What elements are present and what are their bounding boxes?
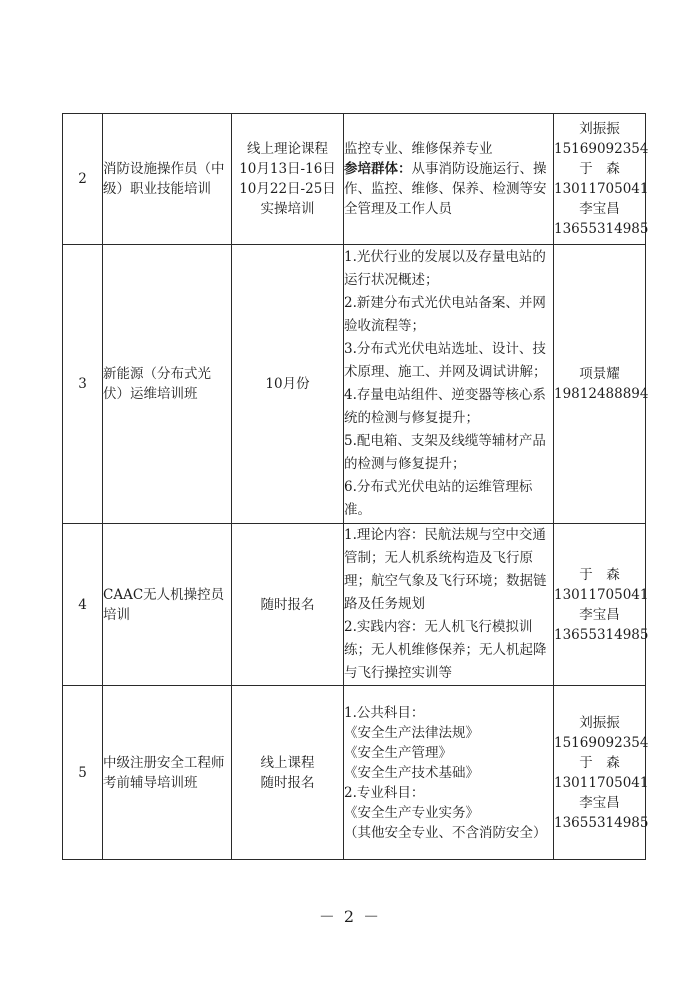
audience-label: 参培群体：	[344, 161, 412, 177]
contact-name: 刘振振	[579, 121, 620, 137]
content-item: 5.配电箱、支架及线缆等辅材产品的检测与修复提升；	[344, 433, 546, 472]
contact-name: 于 森	[579, 161, 620, 177]
content-item: 1.理论内容：民航法规与空中交通管制；无人机系统构造及飞行原理；航空气象及飞行环境；数据链路及任务规划	[344, 527, 547, 612]
content-line: 监控专业、维修保养专业	[344, 141, 493, 157]
contact-name: 于 森	[579, 566, 620, 583]
training-table	[62, 113, 649, 860]
contact-phone: 15169092354	[554, 734, 649, 751]
contact-name: 李宝昌	[579, 794, 620, 811]
content-line: 《安全生产技术基础》	[344, 764, 479, 781]
content-line: 《安全生产管理》	[344, 744, 452, 761]
audience-text: 从事消防设施运行、操作、监控、维修、保养、检测等安全管理及工作人员	[344, 161, 547, 217]
content-line: 《安全生产法律法规》	[344, 724, 479, 741]
schedule-cell	[232, 524, 344, 686]
table-row	[63, 524, 646, 686]
schedule-line: 10月份	[265, 376, 310, 392]
schedule-cell	[232, 245, 344, 524]
contact-phone: 13011705041	[554, 181, 649, 197]
content-line: 1.公共科目：	[344, 704, 425, 721]
content-cell	[344, 524, 554, 686]
page-number: － 2 －	[318, 907, 382, 926]
course-name: CAAC无人机操控员培训	[103, 524, 232, 686]
contact-phone: 19812488894	[554, 386, 649, 402]
content-item: 6.分布式光伏电站的运维管理标准。	[344, 479, 533, 518]
contact-phone: 13655314985	[554, 221, 649, 237]
schedule-line: 10月22日-25日	[239, 181, 336, 197]
table-row	[63, 686, 646, 860]
schedule-line: 线上理论课程	[247, 141, 328, 157]
table-row	[63, 114, 646, 245]
contact-phone: 15169092354	[554, 141, 649, 157]
table-row	[63, 245, 646, 524]
course-name: 消防设施操作员（中级）职业技能培训	[103, 114, 232, 245]
contact-cell	[554, 524, 649, 686]
contact-name: 李宝昌	[579, 201, 620, 217]
schedule-line: 随时报名	[260, 774, 315, 791]
course-name: 中级注册安全工程师考前辅导培训班	[103, 686, 232, 860]
row-number: 3	[63, 245, 103, 524]
content-item: 1.光伏行业的发展以及存量电站的运行状况概述；	[344, 249, 546, 288]
contact-cell	[554, 245, 649, 524]
schedule-line: 实操培训	[260, 201, 315, 217]
contact-phone: 13011705041	[554, 586, 649, 603]
contact-phone: 13011705041	[554, 774, 649, 791]
course-name: 新能源（分布式光伏）运维培训班	[103, 245, 232, 524]
schedule-line: 随时报名	[260, 596, 315, 613]
content-cell	[344, 114, 554, 245]
content-line: 2.专业科目：	[344, 784, 425, 801]
contact-cell	[554, 686, 649, 860]
contact-name: 项景耀	[579, 366, 620, 382]
content-item: 2.实践内容：无人机飞行模拟训练；无人机维修保养；无人机起降与飞行操控实训等	[344, 619, 547, 681]
schedule-line: 10月13日-16日	[239, 161, 336, 177]
row-number: 5	[63, 686, 103, 860]
content-line: 《安全生产专业实务》	[344, 804, 479, 821]
content-item: 4.存量电站组件、逆变器等核心系统的检测与修复提升；	[344, 387, 546, 426]
content-cell	[344, 686, 554, 860]
contact-phone: 13655314985	[554, 626, 649, 643]
contact-phone: 13655314985	[554, 814, 649, 831]
content-cell	[344, 245, 554, 524]
content-item: 3.分布式光伏电站选址、设计、技术原理、施工、并网及调试讲解；	[344, 341, 547, 380]
schedule-cell	[232, 686, 344, 860]
contact-name: 刘振振	[579, 714, 620, 731]
row-number: 4	[63, 524, 103, 686]
content-item: 2.新建分布式光伏电站备案、并网验收流程等；	[344, 295, 546, 334]
contact-cell	[554, 114, 649, 245]
contact-name: 李宝昌	[579, 606, 620, 623]
row-number: 2	[63, 114, 103, 245]
schedule-cell	[232, 114, 344, 245]
contact-name: 于 森	[579, 754, 620, 771]
schedule-line: 线上课程	[260, 754, 315, 771]
content-line: （其他安全专业、不含消防安全）	[344, 824, 547, 841]
